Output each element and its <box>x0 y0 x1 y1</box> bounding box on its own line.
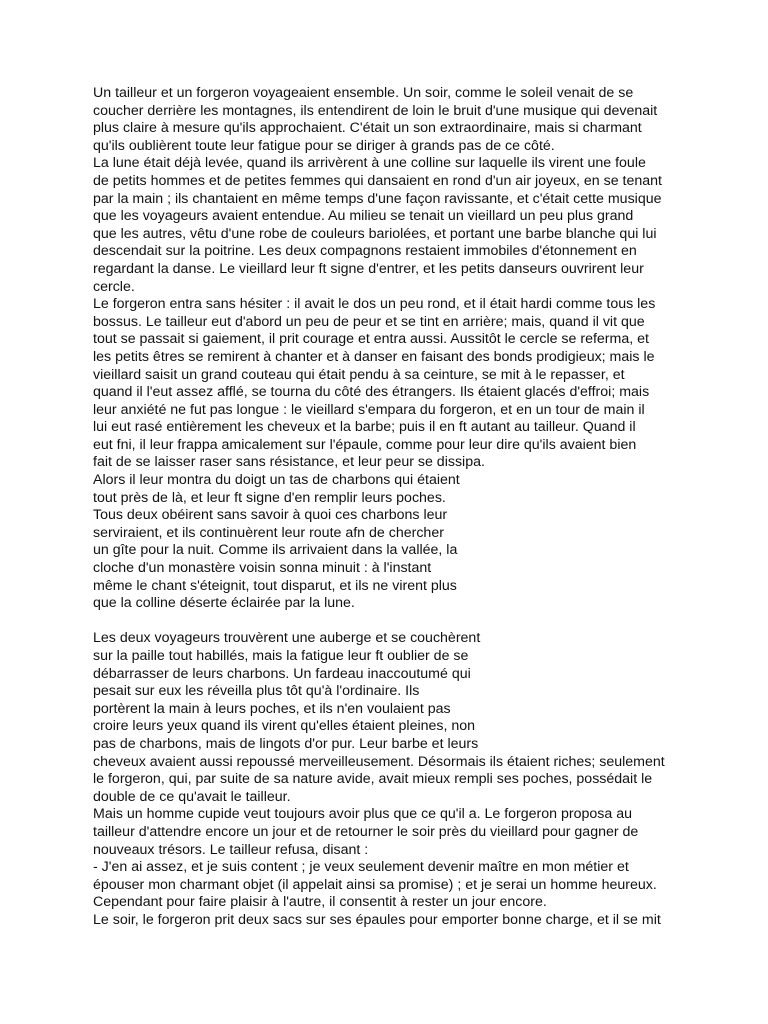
text-line: qu'ils oublièrent toute leur fatigue pour se diriger à grands pas de ce côté. <box>93 137 555 154</box>
text-line: lui eut rasé entièrement les cheveux et la barbe; puis il en ft autant au tailleur. Quand il <box>93 419 636 436</box>
text-line: par la main ; ils chantaient en même temps d'une façon ravissante, et c'était cette musique <box>93 190 662 207</box>
text-line: portèrent la main à leurs poches, et ils n'en voulaient pas <box>93 700 451 717</box>
text-line: Mais un homme cupide veut toujours avoir plus que ce qu'il a. Le forgeron proposa au <box>93 806 633 823</box>
text-line: Tous deux obéirent sans savoir à quoi ces charbons leur <box>93 507 448 524</box>
text-line: La lune était déjà levée, quand ils arrivèrent à une colline sur laquelle ils virent une foule <box>93 155 646 172</box>
text-line: épouser mon charmant objet (il appelait ainsi sa promise) ; et je serai un homme heureux. <box>93 876 657 893</box>
text-line: Le soir, le forgeron prit deux sacs sur ses épaules pour emporter bonne charge, et il se mit <box>93 911 661 928</box>
text-line: Le forgeron entra sans hésiter : il avait le dos un peu rond, et il était hardi comme tous les <box>93 296 656 313</box>
text-line: même le chant s'éteignit, tout disparut, et ils ne virent plus <box>93 577 457 594</box>
text-line: descendait sur la poitrine. Les deux compagnons restaient immobiles d'étonnement en <box>93 243 637 260</box>
text-line: un gîte pour la nuit. Comme ils arrivaient dans la vallée, la <box>93 542 458 559</box>
text-line: quand il l'eut assez afflé, se tourna du côté des étrangers. Ils étaient glacés d'effroi; mais <box>93 384 650 401</box>
paragraph-spacer <box>93 613 673 631</box>
text-line: nouveaux trésors. Le tailleur refusa, disant : <box>93 841 369 858</box>
text-line: leur anxiété ne fut pas longue : le vieillard s'empara du forgeron, et en un tour de main il <box>93 401 645 418</box>
text-line: fait de se laisser raser sans résistance, et leur peur se dissipa. <box>93 454 485 471</box>
text-line: pas de charbons, mais de lingots d'or pur. Leur barbe et leurs <box>93 735 479 752</box>
text-line: sur la paille tout habillés, mais la fatigue leur ft oublier de se <box>93 648 469 664</box>
text-line: le forgeron, qui, par suite de sa nature avide, avait mieux rempli ses poches, possédait le <box>93 771 653 788</box>
text-line: eut fni, il leur frappa amicalement sur l'épaule, comme pour leur dire qu'ils avaient bien <box>93 436 637 453</box>
text-line: regardant la danse. Le vieillard leur ft signe d'entrer, et les petits danseurs ouvrirent leur <box>93 260 644 277</box>
text-line: bossus. Le tailleur eut d'abord un peu de peur et se tint en arrière; mais, quand il vit que <box>93 313 645 330</box>
text-line: double de ce qu'avait le tailleur. <box>93 788 291 805</box>
text-line: Cependant pour faire plaisir à l'autre, il consentit à rester un jour encore. <box>93 894 547 911</box>
text-line: pesait sur eux les réveilla plus tôt qu'à l'ordinaire. Ils <box>93 683 420 700</box>
text-line: tout se passait si gaiement, il prit courage et entra aussi. Aussitôt le cercle se referma, et <box>93 331 649 348</box>
text-line: vieillard saisit un grand couteau qui était pendu à sa ceinture, se mit à le repasser, et <box>93 366 625 383</box>
text-line: - J'en ai assez, et je suis content ; je veux seulement devenir maître en mon métier et <box>93 859 629 876</box>
text-line: tailleur d'attendre encore un jour et de retourner le soir près du vieillard pour gagner de <box>93 823 639 840</box>
text-line: que les voyageurs avaient entendue. Au milieu se tenait un vieillard un peu plus grand <box>93 208 634 225</box>
text-line: plus claire à mesure qu'ils approchaient. C'était un son extraordinaire, mais si charmant <box>93 120 642 137</box>
text-line: tout près de là, et leur ft signe d'en remplir leurs poches. <box>93 489 446 506</box>
text-line: coucher derrière les montagnes, ils entendirent de loin le bruit d'une musique qui devenait <box>93 102 658 119</box>
text-line: Les deux voyageurs trouvèrent une auberge et se couchèrent <box>93 630 481 647</box>
text-line: serviraient, et ils continuèrent leur route afn de chercher <box>93 524 444 541</box>
text-line: de petits hommes et de petites femmes qui dansaient en rond d'un air joyeux, en se tenant <box>93 172 662 189</box>
text-line: croire leurs yeux quand ils virent qu'elles étaient pleines, non <box>93 718 476 735</box>
text-line: que les autres, vêtu d'une robe de couleurs bariolées, et portant une barbe blanche qui lui <box>93 225 657 242</box>
text-line: Un tailleur et un forgeron voyageaient ensemble. Un soir, comme le soleil venait de se <box>93 85 634 101</box>
text-line: cercle. <box>93 278 135 295</box>
text-line: cheveux avaient aussi repoussé merveilleusement. Désormais ils étaient riches; seulement <box>93 753 665 770</box>
text-line: que la colline déserte éclairée par la lune. <box>93 595 355 612</box>
story-text <box>93 85 673 930</box>
text-line: débarrasser de leurs charbons. Un fardeau inaccoutumé qui <box>93 665 471 682</box>
text-line: les petits êtres se remirent à chanter et à danser en faisant des bonds prodigieux; mais le <box>93 348 655 365</box>
text-line: cloche d'un monastère voisin sonna minuit : à l'instant <box>93 560 432 577</box>
text-line: Alors il leur montra du doigt un tas de charbons qui étaient <box>93 472 460 489</box>
